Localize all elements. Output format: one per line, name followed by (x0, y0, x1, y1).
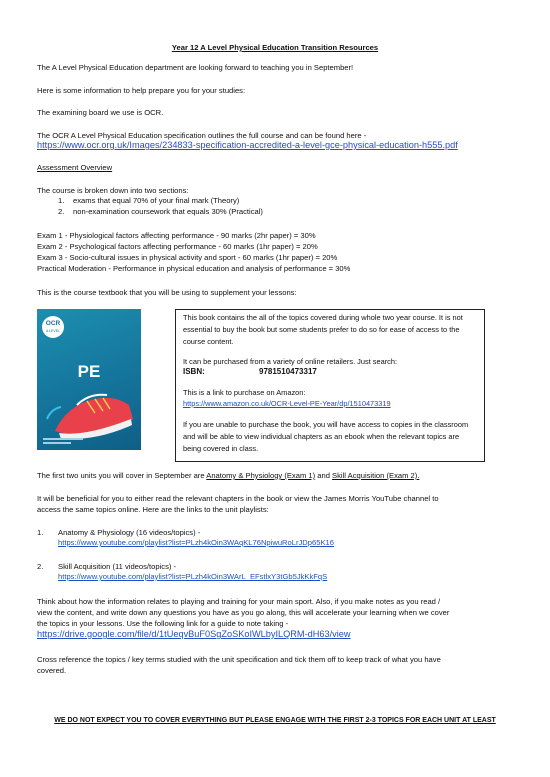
box-text: being covered in class. (183, 444, 259, 453)
note-taking-link[interactable]: https://drive.google.com/file/d/1tUeqvBuF0SgZoSKoIWLbyILQRM-dH63/view (37, 629, 351, 639)
exam-line: Exam 3 - Socio-cultural issues in physical activity and sport - 60 marks (1hr paper) = 20% (37, 253, 338, 262)
box-text: course content. (183, 337, 234, 346)
isbn-label: ISBN: (183, 367, 205, 376)
think-text: view the content, and write down any questions you have as you go along, this will accelerate your learning when we cover (37, 608, 450, 617)
textbook-cover-image (37, 309, 141, 450)
specification-text: The OCR A Level Physical Education specification outlines the full course and can be found here - (37, 131, 367, 140)
document-title: Year 12 A Level Physical Education Transition Resources (171, 43, 379, 52)
intro-text-2: Here is some information to help prepare you for your studies: (37, 86, 246, 95)
anatomy-playlist-link[interactable]: https://www.youtube.com/playlist?list=PLzh4kOin3WAqKL76NpiwuRoLrJDp65K16 (58, 538, 334, 547)
playlist-label: Skill Acquisition (11 videos/topics) - (58, 562, 177, 571)
exam-line: Exam 2 - Psychological factors affecting performance - 60 marks (1hr paper) = 20% (37, 242, 318, 251)
textbook-info-box (175, 309, 485, 462)
box-text: It can be purchased from a variety of online retailers. Just search: (183, 357, 398, 366)
beneficial-text: access the same topics online. Here are the links to the unit playlists: (37, 505, 269, 514)
beneficial-text: It will be beneficial for you to either read the relevant chapters in the book or view the James Morris YouTube channel to (37, 494, 439, 503)
amazon-link[interactable]: https://www.amazon.co.uk/OCR-Level-PE-Year/dp/1510473319 (183, 399, 391, 408)
isbn-value: 9781510473317 (259, 367, 317, 376)
box-text: and will be able to view individual chapters as an ebook when the relevant topics are (183, 432, 460, 441)
author-line (43, 442, 71, 444)
footer-notice: WE DO NOT EXPECT YOU TO COVER EVERYTHING BUT PLEASE ENGAGE WITH THE FIRST 2-3 TOPICS FOR EACH UNIT AT LEAST (54, 717, 496, 724)
cross-reference-text: Cross reference the topics / key terms studied with the unit specification and tick them off to keep track of what you have (37, 655, 441, 664)
exam-line: Practical Moderation - Performance in physical education and analysis of performance = 30% (37, 264, 351, 273)
box-text: essential to buy the book but some students prefer to do so for ease of access to the (183, 325, 460, 334)
box-text: If you are unable to purchase the book, you will have access to copies in the classroom (183, 420, 469, 429)
playlist-number: 2. (37, 562, 44, 571)
playlist-number: 1. (37, 528, 44, 537)
section-number: 1. (58, 196, 65, 205)
cross-reference-text: covered. (37, 666, 67, 675)
section-number: 2. (58, 207, 65, 216)
skill-playlist-link[interactable]: https://www.youtube.com/playlist?list=PLzh4kOin3WArL_EFstlxY3tGb5JkKkFqS (58, 572, 328, 581)
textbook-intro: This is the course textbook that you will be using to supplement your lessons: (37, 288, 297, 297)
specification-link[interactable]: https://www.ocr.org.uk/Images/234833-specification-accredited-a-level-gce-physical-education-h555.pdf (37, 140, 458, 150)
intro-text: The A Level Physical Education department are looking forward to teaching you in September! (37, 63, 354, 72)
ocr-badge: OCR A LEVEL (42, 316, 64, 338)
think-text: Think about how the information relates to playing and training for your main sport. Also, if you make notes as you read / (37, 597, 441, 606)
box-text: This is a link to purchase on Amazon: (183, 388, 306, 397)
assessment-heading: Assessment Overview (37, 163, 113, 172)
first-units-text: The first two units you will cover in September are Anatomy & Physiology (Exam 1) and Skill Acquisition (Exam 2). (37, 471, 420, 480)
think-text: the topics in your lessons. Use the following link for a guide to note taking - (37, 619, 289, 628)
book-title: PE (77, 362, 101, 381)
author-line (43, 438, 83, 440)
section-item: non-examination coursework that equals 30% (Practical) (73, 207, 263, 216)
exam-line: Exam 1 - Physiological factors affecting performance - 90 marks (2hr paper) = 30% (37, 231, 316, 240)
exam-board-text: The examining board we use is OCR. (37, 108, 164, 117)
box-text: This book contains the all of the topics covered during whole two year course. It is not (183, 313, 463, 322)
course-split-text: The course is broken down into two sections: (37, 186, 189, 195)
running-shoe-icon (37, 309, 141, 450)
playlist-label: Anatomy & Physiology (16 videos/topics) - (58, 528, 201, 537)
section-item: exams that equal 70% of your final mark (Theory) (73, 196, 240, 205)
